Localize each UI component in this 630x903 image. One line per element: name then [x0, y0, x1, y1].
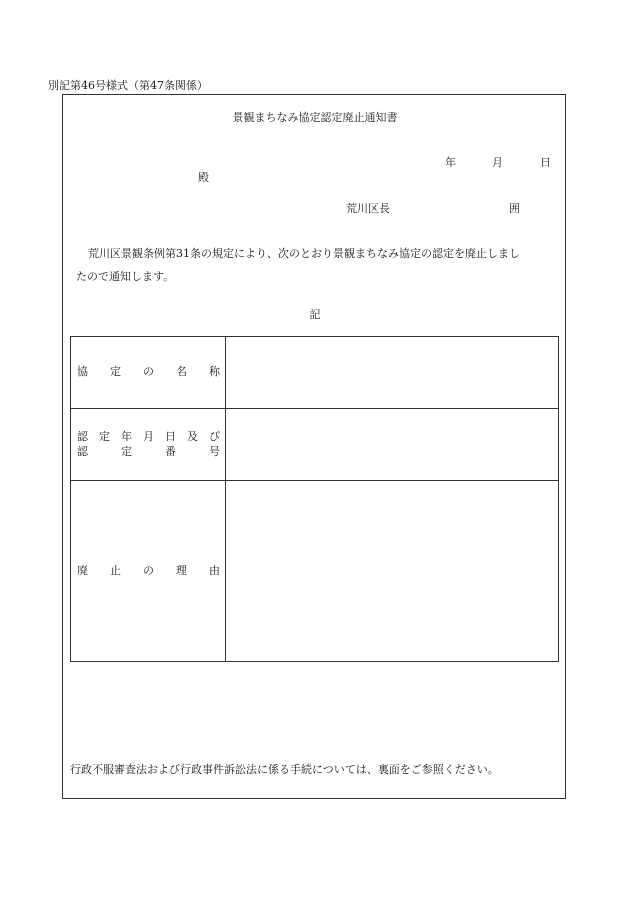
- certification-date-number-label: [71, 409, 226, 481]
- form-number-label: 別記第46号様式（第47条関係）: [48, 79, 208, 92]
- details-table: [70, 336, 559, 662]
- table-row: [71, 337, 559, 409]
- label-char: の: [143, 563, 154, 577]
- date-month-label: 月: [492, 156, 503, 169]
- abolition-reason-label: [71, 481, 226, 662]
- label-char: 協: [77, 365, 88, 379]
- date-day-label: 日: [540, 156, 551, 169]
- label-char: 月: [143, 429, 154, 443]
- ki-heading: 記: [309, 308, 321, 321]
- label-char: 及: [187, 429, 198, 443]
- label-char: 定: [99, 429, 110, 443]
- date-year-label: 年: [445, 156, 456, 169]
- label-char: 年: [121, 429, 132, 443]
- label-char: び: [209, 429, 220, 443]
- label-char: 認: [77, 429, 88, 443]
- label-char: 止: [110, 563, 121, 577]
- label-char: 定: [121, 444, 132, 458]
- body-text-line-1: 荒川区景観条例第31条の規定により、次のとおり景観まちなみ協定の認定を廃止しまし: [88, 247, 520, 260]
- agreement-name-field[interactable]: [226, 337, 559, 409]
- label-char: 理: [176, 563, 187, 577]
- label-char: 日: [165, 429, 176, 443]
- label-char: 称: [209, 365, 220, 379]
- label-char: の: [143, 365, 154, 379]
- footer-note: 行政不服審査法および行政事件訴訟法に係る手続については、裏面をご参照ください。: [70, 763, 499, 776]
- label-char: 認: [77, 444, 88, 458]
- document-title: 景観まちなみ協定認定廃止通知書: [232, 111, 398, 124]
- body-text-line-2: たので通知します。: [76, 270, 175, 283]
- label-char: 定: [110, 365, 121, 379]
- label-char: 由: [209, 563, 220, 577]
- table-row: [71, 409, 559, 481]
- label-char: 号: [209, 444, 220, 458]
- certification-date-number-field[interactable]: [226, 409, 559, 481]
- agreement-name-label: [71, 337, 226, 409]
- issuer-name: 荒川区長: [346, 202, 390, 215]
- label-char: 廃: [77, 563, 88, 577]
- abolition-reason-field[interactable]: [226, 481, 559, 662]
- label-char: 名: [176, 365, 187, 379]
- label-char: 番: [165, 444, 176, 458]
- seal-mark: 囲: [509, 202, 520, 215]
- addressee-honorific: 殿: [198, 171, 209, 184]
- table-row: [71, 481, 559, 662]
